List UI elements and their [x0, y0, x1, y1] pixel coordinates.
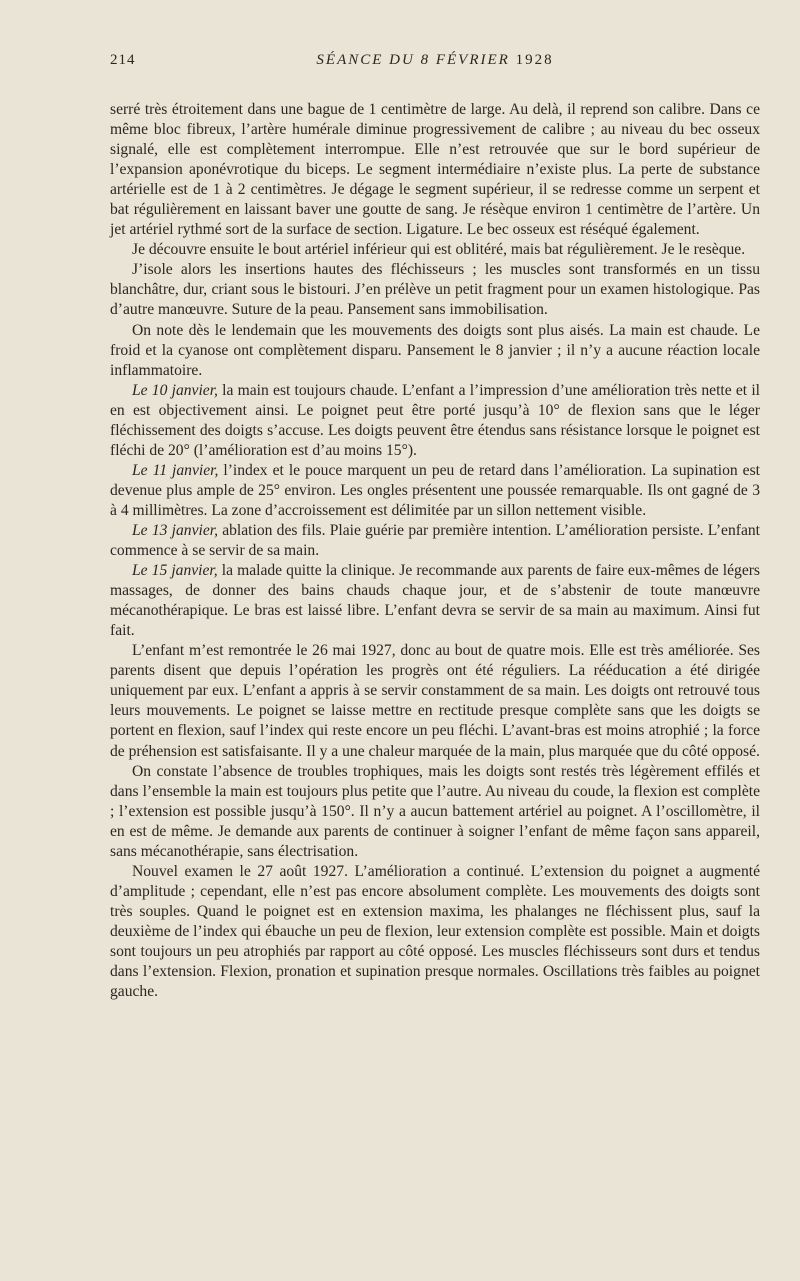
- paragraph-text: Nouvel examen le 27 août 1927. L’amélioration a continué. L’extension du poignet a augmenté d’amplitude ; cependant, elle n’est pas encore absolument complète. Les mouvements des doigts sont très souples. Quand le poignet est en extension maxima, les phalanges ne fléchissent plus, sauf la deuxième de l’index qui ébauche un peu de flexion, leur extension complète est possible. Main et doigts sont toujours un peu atrophiés par rapport au côté opposé. Les muscles fléchisseurs sont durs et tendus dans l’extension. Flexion, pronation et supination presque normales. Oscillations très faibles au poignet gauche.: [110, 862, 760, 1001]
- paragraph: [110, 240, 760, 260]
- paragraph-text: la malade quitte la clinique. Je recommande aux parents de faire eux-mêmes de légers massages, de donner des bains chauds chaque jour, et de s’abstenir de toute manœuvre mécanothérapique. Le bras est laissé libre. L’enfant devra se servir de sa main au maximum. Ainsi fut fait.: [110, 562, 760, 640]
- paragraph: [110, 862, 760, 1002]
- paragraph-text: L’enfant m’est remontrée le 26 mai 1927, donc au bout de quatre mois. Elle est très améliorée. Ses parents disent que depuis l’opération les progrès ont été réguliers. La rééducation a été dirigée uniquement par eux. L’enfant a appris à se servir constamment de sa main. Les doigts ont retrouvé tous leurs mouvements. Le poignet se laisse mettre en rectitude presque complète sans que les doigts se portent en flexion, sauf l’index qui reste encore un peu fléchi. L’avant-bras est moins atrophié ; la force de préhension est satisfaisante. Il y a une chaleur marquée de la main, plus marquée que du côté opposé.: [110, 642, 760, 760]
- paragraph-date-lead: Le 11 janvier,: [132, 461, 219, 479]
- paragraph-text: serré très étroitement dans une bague de 1 centimètre de large. Au delà, il reprend son calibre. Dans ce même bloc fibreux, l’artère humérale diminue progressivement de calibre ; au niveau du bec osseux signalé, elle est complètement interrompue. Elle n’est retrouvée que sur le bord supérieur de l’expansion aponévrotique du biceps. Le segment intermédiaire n’existe plus. La perte de substance artérielle est de 1 à 2 centimètres. Je dégage le segment supérieur, il se redresse comme un serpent et bat régulièrement en laissant baver une goutte de sang. Je résèque environ 1 centimètre de l’artère. Un jet artériel rythmé sort de la surface de section. Ligature. Le bec osseux est réséqué également.: [110, 101, 760, 239]
- running-title-text: SÉANCE DU 8 FÉVRIER: [316, 52, 510, 68]
- paragraph-text: On note dès le lendemain que les mouvements des doigts sont plus aisés. La main est chaude. Le froid et la cyanose ont complètement disparu. Pansement le 8 janvier ; il n’y a aucune réaction locale inflammatoire.: [110, 321, 760, 379]
- running-title: [110, 52, 760, 69]
- paragraph-text: On constate l’absence de troubles trophiques, mais les doigts sont restés très légèrement effilés et dans l’ensemble la main est toujours plus petite que l’autre. Au niveau du coude, la flexion est complète ; l’extension est possible jusqu’à 150°. Il n’y a aucun battement artériel au poignet. A l’oscillomètre, il en est de même. Je demande aux parents de continuer à soigner l’enfant de même façon sans appareil, sans mécanothérapie, sans électrisation.: [110, 762, 760, 860]
- paragraph: [110, 641, 760, 761]
- paragraph-text: ablation des fils. Plaie guérie par première intention. L’amélioration persiste. L’enfant commence à se servir de sa main.: [110, 521, 760, 560]
- paragraph-text: l’index et le pouce marquent un peu de retard dans l’amélioration. La supination est devenue plus ample de 25° environ. Les ongles présentent une poussée remarquable. Ils ont gagné de 3 à 4 millimètres. La zone d’accroissement est délimitée par un sillon nettement visible.: [110, 461, 760, 519]
- paragraph-text: la main est toujours chaude. L’enfant a l’impression d’une amélioration très nette et il en est objectivement ainsi. Le poignet peut être porté jusqu’à 10° de flexion sans que le léger fléchissement des doigts s’accuse. Les doigts peuvent être étendus sans résistance lorsque le poignet est fléchi de 20° (l’amélioration est d’au moins 15°).: [110, 381, 760, 459]
- body-text: [110, 100, 760, 1002]
- running-title-year: 1928: [515, 52, 554, 68]
- paragraph: [110, 561, 760, 641]
- paragraph-text: Je découvre ensuite le bout artériel inférieur qui est oblitéré, mais bat régulièrement. Je le resèque.: [132, 241, 746, 259]
- paragraph-date-lead: Le 10 janvier,: [132, 381, 218, 399]
- page-number: 214: [110, 52, 136, 68]
- paragraph: [110, 100, 760, 240]
- paragraph: [110, 762, 760, 862]
- running-header: [110, 50, 760, 74]
- paragraph: [110, 260, 760, 320]
- paragraph-date-lead: Le 13 janvier,: [132, 521, 218, 539]
- paragraph: [110, 461, 760, 521]
- paragraph: [110, 321, 760, 381]
- paragraph: [110, 381, 760, 461]
- paragraph-text: J’isole alors les insertions hautes des fléchisseurs ; les muscles sont transformés en un tissu blanchâtre, dur, criant sous le bistouri. J’en prélève un petit fragment pour un examen histologique. Pas d’autre manœuvre. Suture de la peau. Pansement sans immobilisation.: [110, 261, 760, 319]
- paragraph: [110, 521, 760, 561]
- paragraph-date-lead: Le 15 janvier,: [132, 562, 218, 580]
